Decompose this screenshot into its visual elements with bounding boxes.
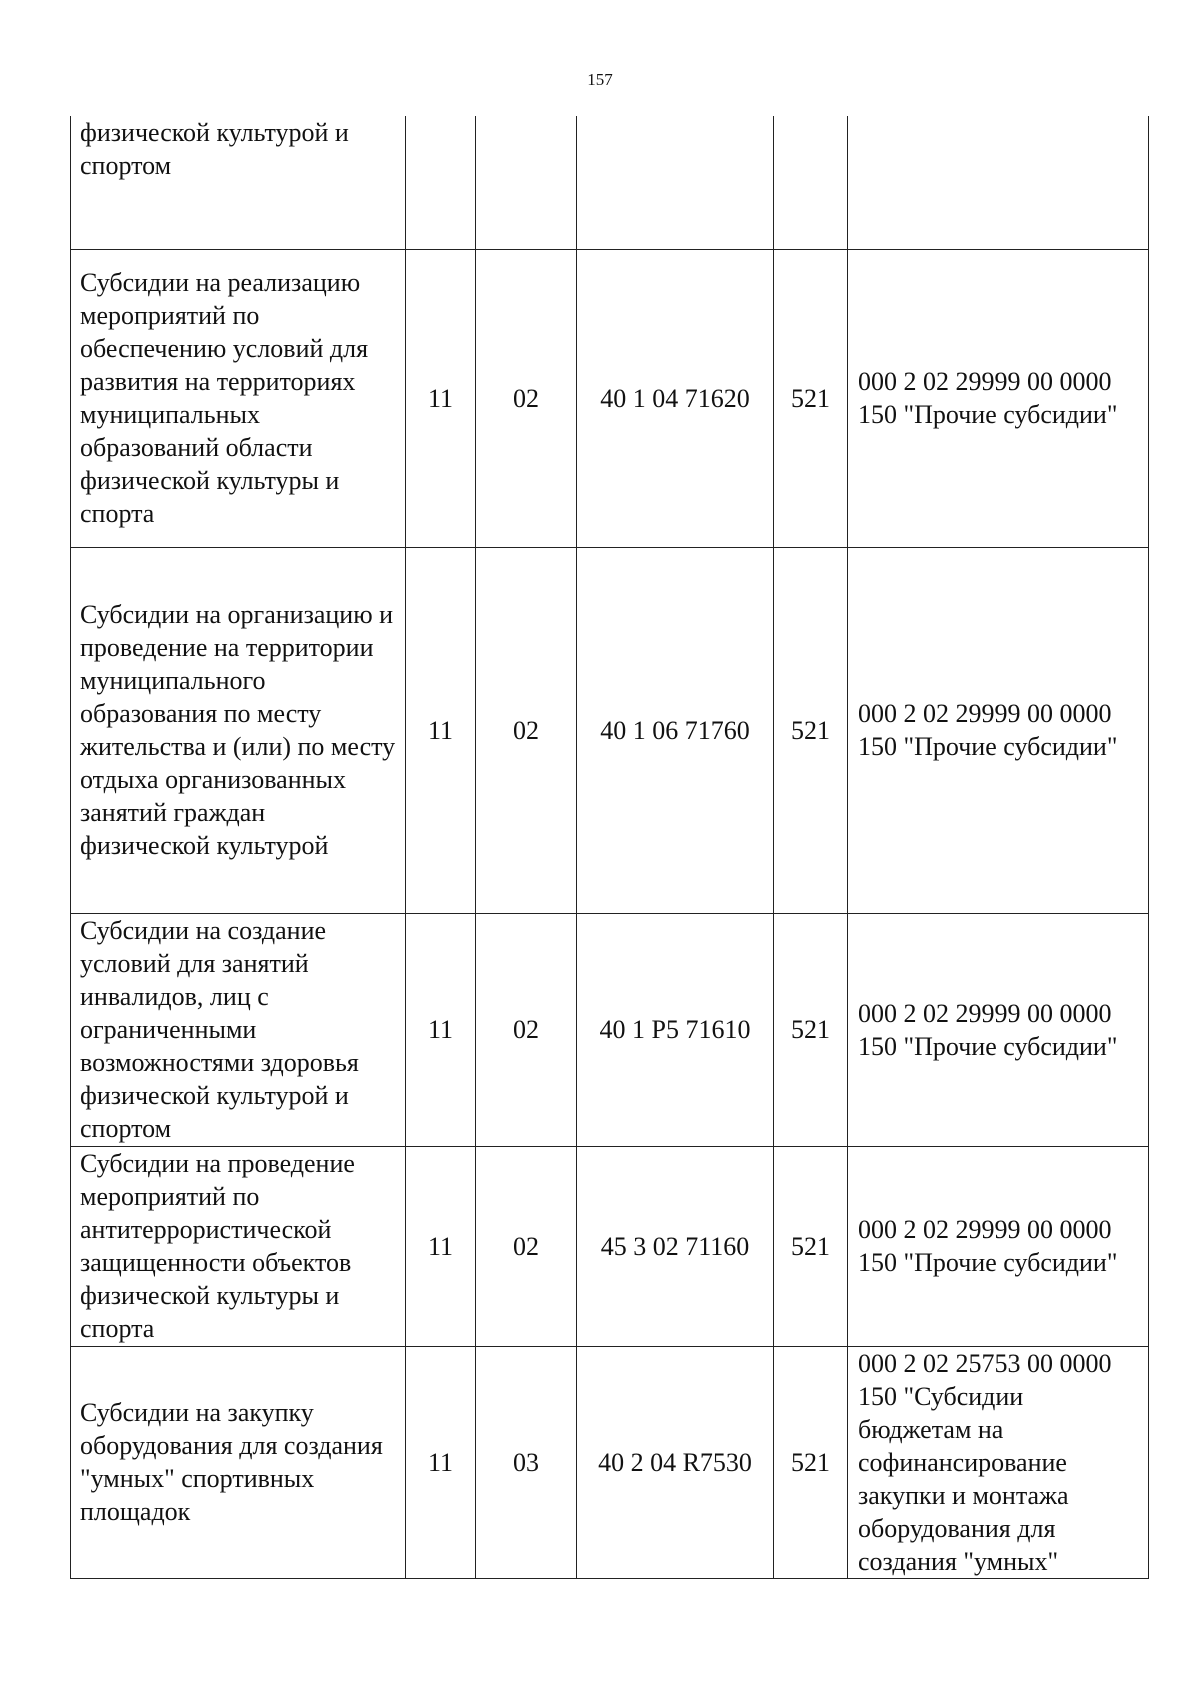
cell-name: Субсидии на закупку оборудования для создания "умных" спортивных площадок [71, 1346, 406, 1578]
cell-subsection: 02 [476, 1146, 577, 1346]
cell-income-code: 000 2 02 29999 00 0000 150 "Прочие субсидии" [848, 547, 1149, 913]
cell-expense-type: 521 [774, 1346, 848, 1578]
cell-target-article [577, 116, 774, 249]
cell-section: 11 [406, 1146, 476, 1346]
table-row [71, 1346, 1149, 1578]
cell-expense-type: 521 [774, 547, 848, 913]
cell-target-article: 40 1 06 71760 [577, 547, 774, 913]
cell-subsection: 02 [476, 249, 577, 547]
cell-name: физической культурой и спортом [71, 116, 406, 249]
table-row [71, 249, 1149, 547]
cell-income-code: 000 2 02 29999 00 0000 150 "Прочие субсидии" [848, 1146, 1149, 1346]
table-row [71, 547, 1149, 913]
cell-subsection: 03 [476, 1346, 577, 1578]
cell-target-article: 40 1 04 71620 [577, 249, 774, 547]
cell-subsection [476, 116, 577, 249]
cell-section: 11 [406, 547, 476, 913]
cell-target-article: 40 1 Р5 71610 [577, 913, 774, 1146]
cell-target-article: 45 3 02 71160 [577, 1146, 774, 1346]
cell-section: 11 [406, 249, 476, 547]
table-row [71, 1146, 1149, 1346]
cell-income-code: 000 2 02 25753 00 0000 150 "Субсидии бюджетам на софинансирование закупки и монтажа оборудования для создания "умных" [848, 1346, 1149, 1578]
page-number: 157 [587, 70, 613, 89]
budget-table [70, 116, 1149, 1579]
cell-subsection: 02 [476, 547, 577, 913]
cell-target-article: 40 2 04 R7530 [577, 1346, 774, 1578]
cell-name: Субсидии на организацию и проведение на территории муниципального образования по месту жительства и (или) по месту отдыха организованных занятий граждан физической культурой [71, 547, 406, 913]
cell-income-code [848, 116, 1149, 249]
cell-subsection: 02 [476, 913, 577, 1146]
cell-expense-type: 521 [774, 249, 848, 547]
cell-expense-type: 521 [774, 1146, 848, 1346]
table-row [71, 116, 1149, 249]
cell-income-code: 000 2 02 29999 00 0000 150 "Прочие субсидии" [848, 249, 1149, 547]
table-row [71, 913, 1149, 1146]
cell-expense-type: 521 [774, 913, 848, 1146]
cell-expense-type [774, 116, 848, 249]
cell-name: Субсидии на реализацию мероприятий по обеспечению условий для развития на территориях муниципальных образований области физической культуры и спорта [71, 249, 406, 547]
cell-section: 11 [406, 913, 476, 1146]
cell-section: 11 [406, 1346, 476, 1578]
cell-name: Субсидии на проведение мероприятий по антитеррористической защищенности объектов физической культуры и спорта [71, 1146, 406, 1346]
cell-name: Субсидии на создание условий для занятий инвалидов, лиц с ограниченными возможностями здоровья физической культурой и спортом [71, 913, 406, 1146]
cell-income-code: 000 2 02 29999 00 0000 150 "Прочие субсидии" [848, 913, 1149, 1146]
cell-section [406, 116, 476, 249]
